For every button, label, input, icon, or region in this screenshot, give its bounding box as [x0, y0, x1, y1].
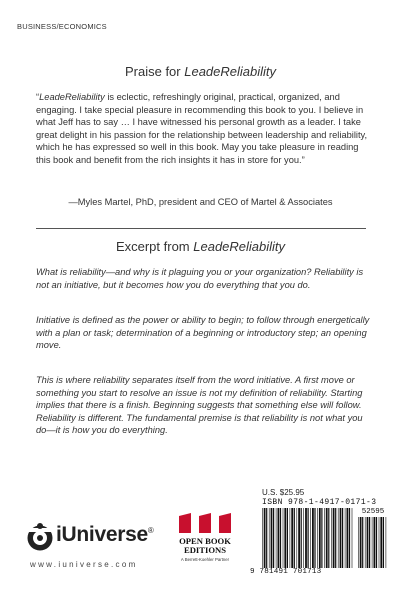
barcode-bar [376, 517, 377, 568]
iuniverse-wordmark [56, 523, 153, 547]
excerpt-heading-prefix: Excerpt from [115, 239, 194, 254]
publisher-url: www.iuniverse.com [30, 560, 138, 569]
barcode-bar [333, 508, 335, 568]
open-book-editions-logo [174, 512, 236, 562]
excerpt-paragraph: What is reliability—and why is it plaguing you or your organization? Reliability is not an initiative, but it becomes how you do everything that you do. [36, 267, 364, 290]
barcode-bar [312, 508, 314, 568]
barcode-bar [290, 508, 291, 568]
barcode-bar [345, 508, 346, 568]
praise-quote [36, 91, 371, 167]
barcode-bar [314, 508, 315, 568]
barcode-bar [298, 508, 300, 568]
book-columns-icon [177, 512, 233, 534]
barcode-bar [278, 508, 280, 568]
barcode-bar [310, 508, 311, 568]
barcode-bar [262, 508, 263, 568]
barcode-bar [352, 508, 353, 568]
barcode-bar [273, 508, 274, 568]
category-label: BUSINESS/ECONOMICS [17, 22, 107, 31]
barcode-bar [264, 508, 266, 568]
ean-digits: 9 781491 701713 [250, 568, 322, 576]
barcode-bar [266, 508, 267, 568]
barcode-bar [276, 508, 277, 568]
excerpt-paragraph: Initiative is defined as the power or ability to begin; to follow through energetically with a plan or task; determination of a beginning or introductory step; an opening move. [36, 315, 370, 351]
section-divider [36, 228, 366, 229]
quote-open-mark: “ [36, 92, 40, 102]
excerpt-heading-title: LeadeReliability [193, 239, 286, 254]
iuniverse-logo-icon [26, 522, 54, 552]
addon-barcode-icon [358, 517, 388, 568]
barcode-bar [308, 508, 309, 568]
barcode-bar [303, 508, 304, 568]
imprint-subtitle: A Berrett-Koehler Partner [180, 557, 230, 562]
barcode-bar [301, 508, 302, 568]
imprint-line-1: OPEN BOOK [179, 536, 231, 546]
barcode-bar [324, 508, 325, 568]
barcode-bar [284, 508, 286, 568]
barcode-bar [280, 508, 281, 568]
iuniverse-name: iUniverse [56, 523, 148, 546]
quote-book-title: LeadeReliability [39, 92, 105, 102]
praise-heading-title: LeadeReliability [184, 64, 277, 79]
imprint-line-2: EDITIONS [183, 545, 227, 555]
barcode-bar [380, 517, 382, 568]
barcode-bar [269, 508, 270, 568]
iuniverse-logo [26, 520, 171, 560]
barcode-bar [360, 517, 362, 568]
quote-attribution: —Myles Martel, PhD, president and CEO of Martel & Associates [68, 197, 333, 207]
barcode-bar [383, 517, 384, 568]
barcode-bar [328, 508, 329, 568]
barcode-bar [291, 508, 293, 568]
barcode-bar [331, 508, 332, 568]
barcode-bar [362, 517, 363, 568]
barcode-bar [297, 508, 298, 568]
barcode-bar [347, 508, 349, 568]
barcode-bar [365, 517, 366, 568]
isbn-label: ISBN 978-1-4917-0171-3 [262, 498, 377, 507]
barcode-bar [379, 517, 380, 568]
praise-heading [0, 64, 401, 79]
barcode-bar [335, 508, 336, 568]
barcode-bar [271, 508, 273, 568]
excerpt-heading [0, 239, 401, 254]
barcode-bar [358, 517, 359, 568]
barcode-bar [319, 508, 321, 568]
registered-mark: ® [147, 526, 154, 535]
barcode-bar [386, 517, 387, 568]
price-label: U.S. $25.95 [262, 488, 305, 497]
barcode-bar [305, 508, 307, 568]
barcode-bar [321, 508, 322, 568]
barcode-bar [367, 517, 369, 568]
excerpt-paragraph: This is where reliability separates itself from the word initiative. A first move or something you start to resolve an issue is not my definition of reliability. Starting implies that there is a finish. Beginning suggests that something else will follow. Reliability is different. The fundamental premise is that reliability is not what you do—it is how you do everything. [36, 375, 363, 436]
addon-digits: 52595 [361, 508, 385, 516]
barcode-bar [294, 508, 295, 568]
barcode-bar [372, 517, 373, 568]
barcode [250, 508, 388, 582]
barcode-bar [287, 508, 288, 568]
barcode-bar [317, 508, 318, 568]
barcode-bar [340, 508, 342, 568]
barcode-bar [369, 517, 370, 568]
barcode-bar [374, 517, 376, 568]
ean-barcode-icon [262, 508, 354, 568]
barcode-bar [283, 508, 284, 568]
praise-heading-prefix: Praise for [124, 64, 185, 79]
barcode-bar [326, 508, 328, 568]
quote-body: is eclectic, refreshingly original, practical, organized, and engaging. I take special pleasure in recommending this book to you. I believe in what Jeff has to say … I have witnessed his personal growth as a leader. I take great delight in his passion for the relationship between leadership and reliability, which he has expressed so well in this book. May you take pleasure in reading this book and benefit from the rich insights it has in store for you.” [36, 92, 368, 165]
barcode-bar [338, 508, 339, 568]
barcode-bar [342, 508, 343, 568]
barcode-bar [349, 508, 350, 568]
